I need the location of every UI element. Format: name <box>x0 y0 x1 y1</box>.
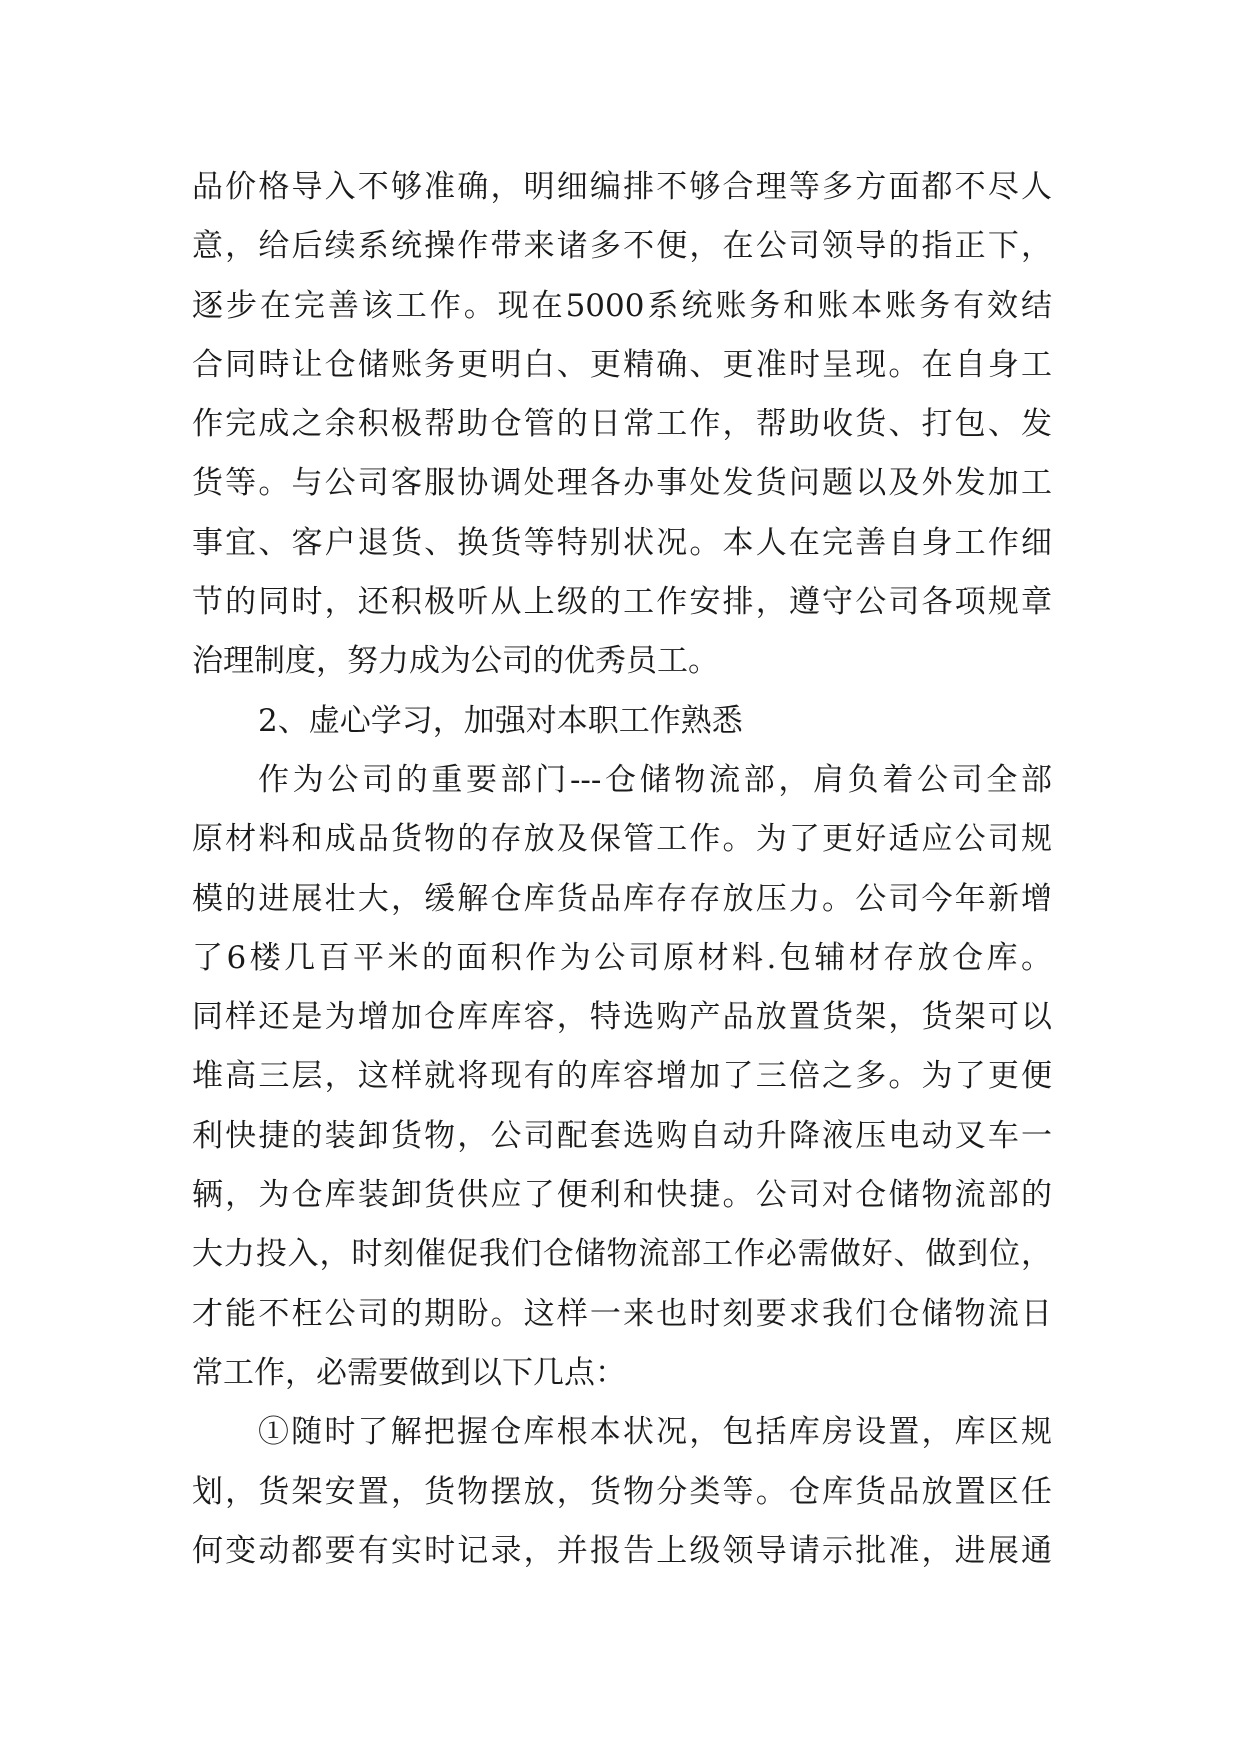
text-line: 常工作，必需要做到以下几点： <box>192 1354 626 1391</box>
text-line: 模的进展壮大，缓解仓库货品库存存放压力。公司今年新增 <box>192 880 1052 917</box>
text-line: 作完成之余积极帮助仓管的日常工作，帮助收货、打包、发 <box>192 406 1052 443</box>
document-body <box>192 158 1052 1581</box>
text-line: 大力投入，时刻催促我们仓储物流部工作必需做好、做到位， <box>192 1236 1052 1273</box>
text-line: 了6楼几百平米的面积作为公司原材料.包辅材存放仓库。 <box>192 939 1052 976</box>
text-line: 事宜、客户退货、换货等特别状况。本人在完善自身工作细 <box>192 524 1052 561</box>
text-line: 堆高三层，这样就将现有的库容增加了三倍之多。为了更便 <box>192 1058 1052 1095</box>
text-line: 逐步在完善该工作。现在5000系统账务和账本账务有效结 <box>192 287 1052 324</box>
text-line: 划，货架安置，货物摆放，货物分类等。仓库货品放置区任 <box>192 1473 1052 1510</box>
text-line: 品价格导入不够准确，明细编排不够合理等多方面都不尽人 <box>192 169 1052 205</box>
text-line: 辆，为仓库装卸货供应了便利和快捷。公司对仓储物流部的 <box>192 1177 1052 1214</box>
text-line: 合同時让仓储账务更明白、更精确、更准时呈现。在自身工 <box>192 346 1052 383</box>
text-line: 意，给后续系统操作带来诸多不便，在公司领导的指正下， <box>192 228 1052 265</box>
text-line: 治理制度，努力成为公司的优秀员工。 <box>192 643 719 680</box>
text-line: 原材料和成品货物的存放及保管工作。为了更好适应公司规 <box>192 821 1052 858</box>
text-line: 同样还是为增加仓库库容，特选购产品放置货架，货架可以 <box>192 999 1052 1036</box>
text-line: 才能不枉公司的期盼。这样一来也时刻要求我们仓储物流日 <box>192 1295 1052 1332</box>
text-line: 何变动都要有实时记录，并报告上级领导请示批准，进展通 <box>192 1532 1052 1569</box>
list-item-first-line: ①随时了解把握仓库根本状况，包括库房设置，库区规 <box>258 1414 1052 1451</box>
text-line: 利快捷的装卸货物，公司配套选购自动升降液压电动叉车一 <box>192 1117 1052 1154</box>
text-line: 节的同时，还积极听从上级的工作安排，遵守公司各项规章 <box>192 584 1052 621</box>
text-line: 货等。与公司客服协调处理各办事处发货问题以及外发加工 <box>192 465 1052 502</box>
section-heading: 2、虚心学习，加强对本职工作熟悉 <box>258 702 743 739</box>
paragraph-first-line: 作为公司的重要部门---仓储物流部，肩负着公司全部 <box>258 761 1052 798</box>
